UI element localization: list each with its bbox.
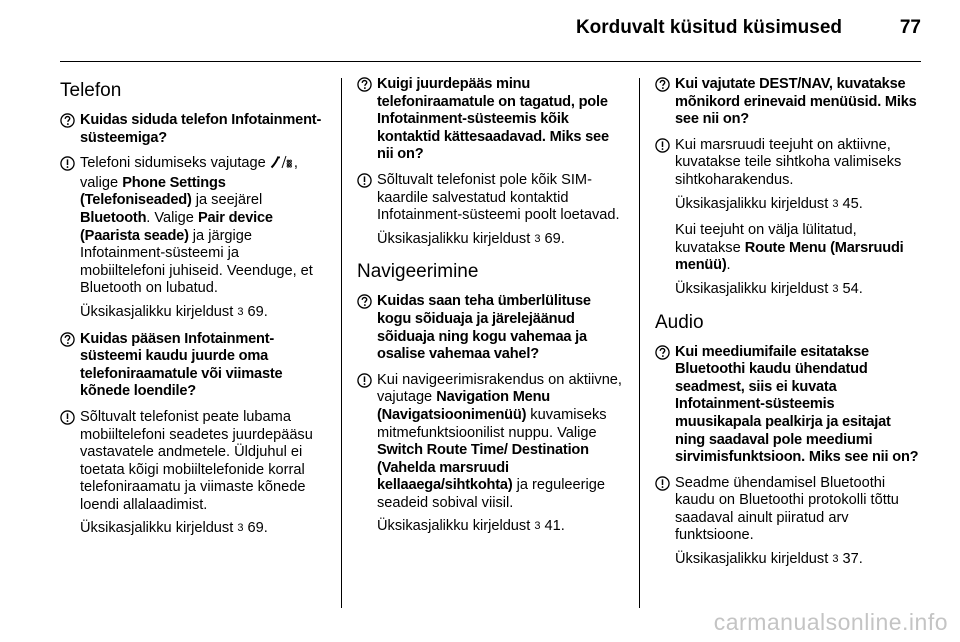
answer <box>357 372 625 513</box>
question-text: Kuidas pääsen Infotainment-süsteemi kaudu juurde oma telefoniraamatule või viimaste kõnede loendile? <box>80 330 283 400</box>
section-title-telefon: Telefon <box>60 80 122 101</box>
question-text: Kui vajutate DEST/NAV, kuvatakse mõnikord erinevaid menüüsid. Miks see nii on? <box>675 76 917 128</box>
answer-icon <box>357 173 377 188</box>
answer-continuation: Kui teejuht on välja lülitatud, kuvatakse Route Menu (Marsruudi menüü). <box>675 222 904 274</box>
answer-icon <box>357 373 377 388</box>
reference-line: Üksikasjalikku kirjeldust 3 37. <box>675 551 863 568</box>
answer-text: Telefoni sidumiseks vajutage , valige Phone Settings (Telefoniseaded) ja seejärel Bluetooth. Valige Pair device (Paarista seade) ja järgige Infotainment-süsteemi ja mobiiltelefoni juhiseid. Veenduge, et Bluetooth on lubatud. <box>80 155 313 297</box>
answer-icon <box>60 156 80 171</box>
question <box>60 331 328 401</box>
page-ref-marker: 3 <box>832 197 839 210</box>
answer-text: Kui navigeerimisrakendus on aktiivne, vajutage Navigation Menu (Navigatsioonimenüü) kuvamiseks mitmefunktsioonilist nuppu. Valige Switch Route Time/ Destination (Vahelda marsruudi kellaaega/sihtkohta) ja reguleerige seadeid sobival viisil. <box>377 371 622 511</box>
reference-line: Üksikasjalikku kirjeldust 3 69. <box>80 303 268 320</box>
question-icon <box>655 345 675 360</box>
question-text: Kui meediumifaile esitatakse Bluetoothi kaudu ühendatud seadmest, siis ei kuvata Infotainment-süsteemis muusikapala pealkirja ja esitajat ning saadaval pole meediumi sirvimisfunktsioon. Miks see nii on? <box>675 343 919 466</box>
column-3 <box>655 76 923 578</box>
reference-line: Üksikasjalikku kirjeldust 3 69. <box>80 520 268 537</box>
reference-line: Üksikasjalikku kirjeldust 3 41. <box>377 518 565 535</box>
column-2 <box>357 76 625 545</box>
question <box>655 344 923 467</box>
question-icon <box>357 77 377 92</box>
answer-text: Seadme ühendamisel Bluetoothi kaudu on Bluetoothi protokolli tõttu saadaval ainult piiratud arv funktsioone. <box>675 474 899 544</box>
reference-line: Üksikasjalikku kirjeldust 3 54. <box>675 280 863 297</box>
column-divider <box>639 78 640 608</box>
page-ref-marker: 3 <box>237 522 244 535</box>
reference-line: Üksikasjalikku kirjeldust 3 69. <box>377 230 565 247</box>
answer-text: Kui marsruudi teejuht on aktiivne, kuvatakse teile sihtkoha valimiseks sihtkoharakendus. <box>675 136 902 188</box>
answer-text: Sõltuvalt telefonist pole kõik SIM-kaardile salvestatud kontaktid Infotainment-süsteemi poolt loetavad. <box>377 171 620 224</box>
page-ref-marker: 3 <box>832 553 839 566</box>
answer-text: Sõltuvalt telefonist peate lubama mobiiltelefoni seadetes juurdepääsu vastavatele andmetele. Üldjuhul ei toetata kõigi mobiiltelefonide korral telefoniraamatu ja viimaste kõnede loendi allalaadimist. <box>80 408 313 513</box>
answer-icon <box>655 476 675 491</box>
question-icon <box>60 332 80 347</box>
answer-icon <box>655 138 675 153</box>
watermark: carmanualsonline.info <box>713 609 948 635</box>
answer <box>60 409 328 515</box>
section-title-navigeerimine: Navigeerimine <box>357 261 479 283</box>
column-divider <box>341 78 342 608</box>
question-text: Kuidas siduda telefon Infotainment-süsteemiga? <box>80 112 322 146</box>
page-ref-marker: 3 <box>237 305 244 318</box>
reference-line: Üksikasjalikku kirjeldust 3 45. <box>675 195 863 212</box>
question <box>357 76 625 164</box>
page-ref-marker: 3 <box>832 282 839 295</box>
question <box>60 112 328 147</box>
answer <box>655 475 923 545</box>
answer <box>357 172 625 225</box>
page-number: 77 <box>899 17 921 38</box>
column-1 <box>60 76 328 547</box>
page-ref-marker: 3 <box>534 520 541 533</box>
section-title-audio: Audio <box>655 311 704 333</box>
question-text: Kuidas saan teha ümberlülituse kogu sõiduaja ja järelejäänud sõiduaja ning kogu vahemaa ja osalise vahemaa vahel? <box>377 293 591 363</box>
answer <box>655 137 923 190</box>
question <box>655 76 923 129</box>
question-text: Kuigi juurdepääs minu telefoniraamatule on tagatud, pole Infotainment-süsteemis kõik kontaktid kättesaadavad. Miks see nii on? <box>377 76 609 163</box>
question-icon <box>357 294 377 309</box>
answer <box>60 155 328 298</box>
header-title: Korduvalt küsitud küsimused <box>575 17 842 38</box>
page-ref-marker: 3 <box>534 232 541 245</box>
page-header <box>0 17 960 47</box>
question-icon <box>655 77 675 92</box>
question-icon <box>60 113 80 128</box>
answer-icon <box>60 410 80 425</box>
question <box>357 293 625 363</box>
phone-keypad-icon <box>270 155 294 175</box>
header-rule <box>60 61 921 62</box>
